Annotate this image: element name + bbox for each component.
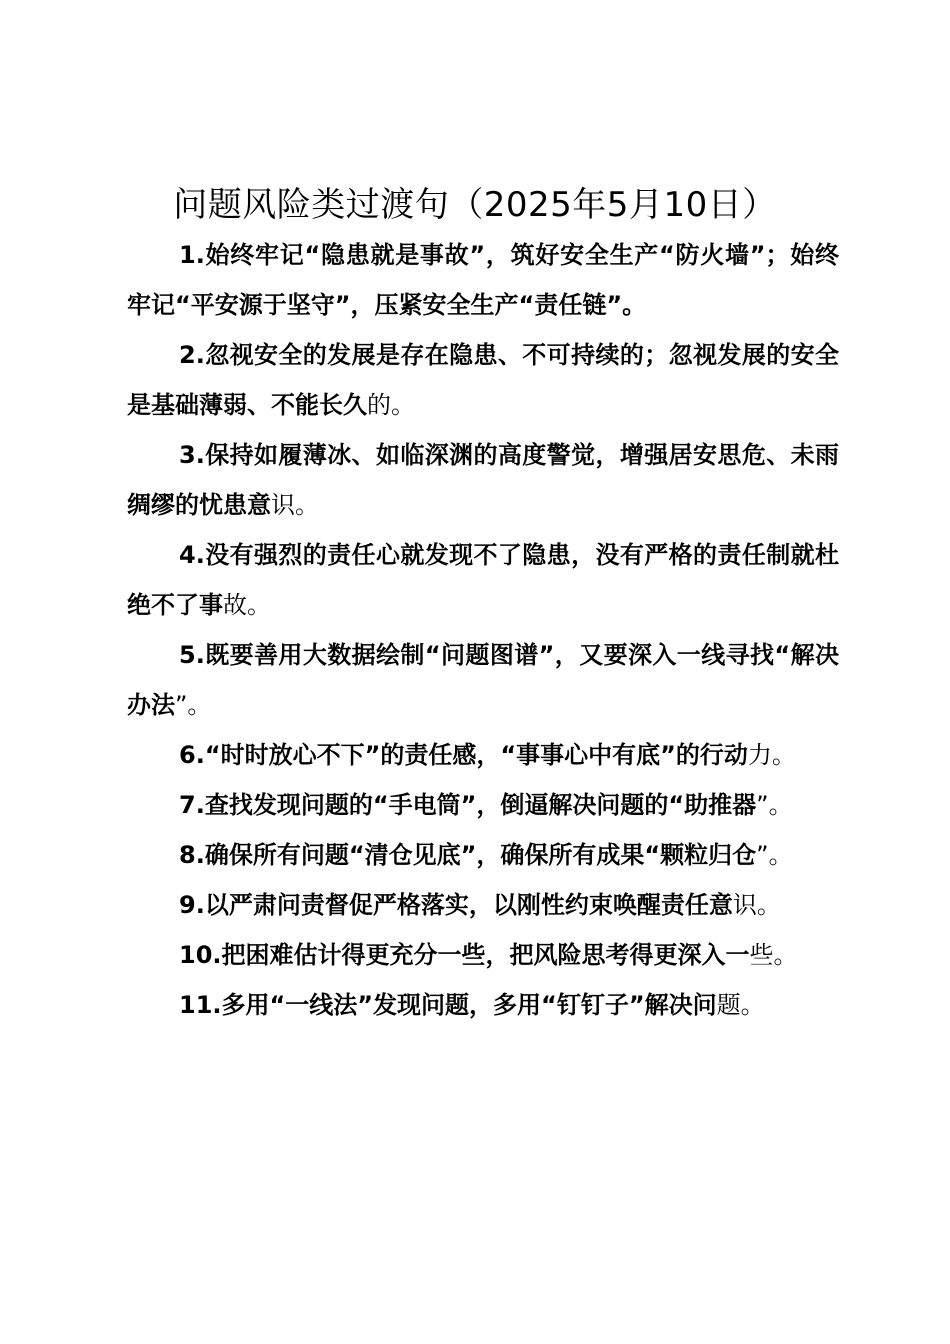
document-title: 问题风险类过渡句（2025年5月10日） [173,185,777,225]
paragraph-3-text: 3.保持如履薄冰、如临深渊的高度警觉，增强居安思危、未雨绸缪的忧患意 [127,441,839,519]
paragraph-4-text: 4.没有强烈的责任心就发现不了隐患，没有严格的责任制就杜绝不了事 [127,541,839,619]
paragraph-10-tail: 些。 [749,941,798,969]
paragraph-8-text: 8.确保所有问题“清仓见底”，确保所有成果“颗粒归仓 [179,841,757,869]
paragraph-4 [127,530,839,630]
paragraph-1-text: 1.始终牢记“隐患就是事故”，筑好安全生产“防火墙”；始终牢记“平安源于坚守”，压紧安全生产“责任链”。 [127,241,839,319]
paragraph-6 [127,730,839,780]
paragraph-11-text: 11.多用“一线法”发现问题，多用“钉钉子”解决问 [179,991,717,1019]
paragraph-5-tail: ”。 [175,691,212,719]
paragraph-4-tail: 故。 [223,591,271,619]
paragraph-5-text: 5.既要善用大数据绘制“问题图谱”，又要深入一线寻找“解决办法 [127,641,839,719]
paragraph-8 [127,830,839,880]
paragraph-5 [127,630,839,730]
paragraph-2 [127,330,839,430]
paragraph-10 [127,930,839,980]
paragraph-3 [127,430,839,530]
paragraph-1 [127,230,839,330]
paragraph-7 [127,780,839,830]
paragraph-7-text: 7.查找发现问题的“手电筒”，倒逼解决问题的“助推器 [179,791,757,819]
paragraph-6-tail: 力。 [747,741,796,769]
paragraph-11 [127,980,839,1030]
paragraph-3-tail: 识。 [271,491,319,519]
paragraph-11-tail: 题。 [716,991,765,1019]
paragraph-8-tail: ”。 [756,841,793,869]
paragraph-6-text: 6.“时时放心不下”的责任感，“事事心中有底”的行动 [179,741,748,769]
paragraph-2-tail: 的。 [367,391,415,419]
paragraph-10-text: 10.把困难估计得更充分一些，把风险思考得更深入一 [179,941,750,969]
paragraph-2-text: 2.忽视安全的发展是存在隐患、不可持续的；忽视发展的安全是基础薄弱、不能长久 [127,341,839,419]
document-body [127,230,839,1030]
paragraph-7-tail: ”。 [756,791,793,819]
paragraph-9-text: 9.以严肃问责督促严格落实，以刚性约束唤醒责任意 [179,891,733,919]
paragraph-9-tail: 识。 [732,891,781,919]
paragraph-9 [127,880,839,930]
